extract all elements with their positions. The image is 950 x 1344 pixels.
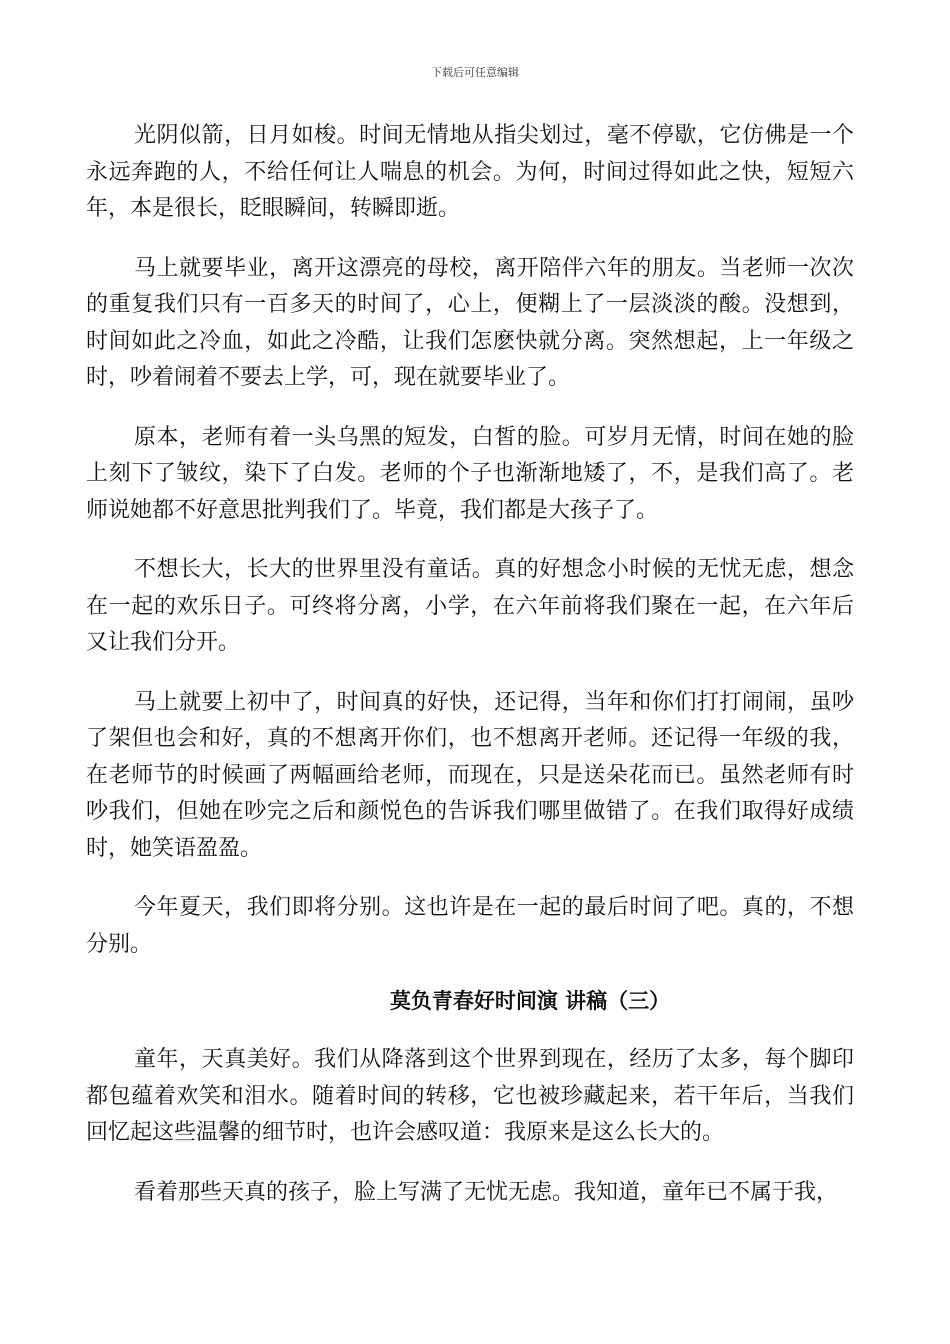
- document-body: [86, 118, 854, 1234]
- header-note: 下载后可任意编辑: [431, 66, 519, 79]
- paragraph: 今年夏天，我们即将分别。这也许是在一起的最后时间了吧。真的，不想分别。: [86, 895, 854, 957]
- paragraph: 不想长大，长大的世界里没有童话。真的好想念小时候的无忧无虑，想念在一起的欢乐日子。可终将分离，小学，在六年前将我们聚在一起，在六年后又让我们分开。: [86, 557, 854, 655]
- section-title: 莫负青春好时间演 讲稿（三）: [389, 989, 671, 1013]
- paragraph: 童年，天真美好。我们从降落到这个世界到现在，经历了太多，每个脚印都包蕴着欢笑和泪水。随着时间的转移，它也被珍藏起来，若干年后，当我们回忆起这些温馨的细节时，也许会感叹道：我原来是这么长大的。: [86, 1047, 854, 1145]
- paragraph: 光阴似箭，日月如梭。时间无情地从指尖划过，毫不停歇，它仿佛是一个永远奔跑的人，不给任何让人喘息的机会。为何，时间过得如此之快，短短六年，本是很长，眨眼瞬间，转瞬即逝。: [86, 123, 854, 221]
- paragraph: 原本，老师有着一头乌黑的短发，白皙的脸。可岁月无情，时间在她的脸上刻下了皱纹，染下了白发。老师的个子也渐渐地矮了，不，是我们高了。老师说她都不好意思批判我们了。毕竟，我们都是大孩子了。: [86, 424, 854, 523]
- paragraph: 马上就要毕业，离开这漂亮的母校，离开陪伴六年的朋友。当老师一次次的重复我们只有一百多天的时间了，心上，便糊上了一层淡淡的酸。没想到，时间如此之冷血，如此之冷酷，让我们怎麽快就分离。突然想起，上一年级之时，吵着闹着不要去上学，可，现在就要毕业了。: [86, 255, 854, 390]
- paragraph: 看着那些天真的孩子，脸上写满了无忧无虑。我知道，童年已不属于我，: [134, 1179, 839, 1205]
- paragraph: 马上就要上初中了，时间真的好快，还记得，当年和你们打打闹闹，虽吵了架但也会和好，真的不想离开你们，也不想离开老师。还记得一年级的我，在老师节的时候画了两幅画给老师，而现在，只是送朵花而已。虽然老师有时吵我们，但她在吵完之后和颜悦色的告诉我们哪里做错了。在我们取得好成绩时，她笑语盈盈。: [86, 689, 854, 861]
